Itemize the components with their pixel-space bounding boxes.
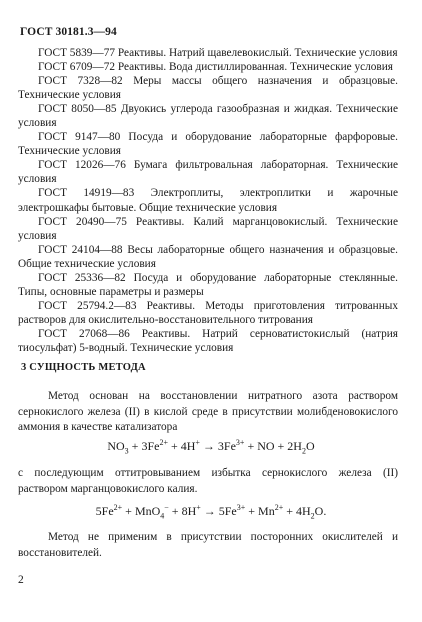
document-header: ГОСТ 30181.3—94 [20, 26, 117, 38]
limitation-paragraph: Метод не применим в присутствии посторонних окислителей и восстановителей. [18, 531, 398, 559]
reference-item: ГОСТ 6709—72 Реактивы. Вода дистиллированная. Технические условия [38, 61, 393, 74]
reaction-formula-2: $5Fe^{2+} + MnO_4^- + 8H^+ \to 5Fe^{3+} + Mn^{2+} + 4H_2O$. [95, 503, 327, 521]
reference-item: ГОСТ 5839—77 Реактивы. Натрий щавелевокислый. Технические условия [38, 47, 398, 59]
reference-item: ГОСТ 25336—82 Посуда и оборудование лабораторные стеклянные. Типы, основные параметры и размеры [18, 271, 398, 298]
page-number: 2 [18, 574, 24, 586]
reaction-formula-1: $NO_3 + 3Fe^{2+} + 4H^+ \to 3Fe^{3+}$ + NO + $2H_2O$ [107, 438, 315, 456]
reference-item: ГОСТ 7328—82 Меры массы общего назначения и образцовые. Технические условия [18, 75, 398, 102]
reference-item: ГОСТ 24104—88 Весы лабораторные общего назначения и образцовые. Общие технические условия [18, 243, 398, 270]
titration-paragraph: с последующим оттитровыванием избытка сернокислого железа (II) раствором марганцовокислого калия. [18, 467, 398, 495]
reference-item: ГОСТ 25794.2—83 Реактивы. Методы приготовления титрованных растворов для окислительно-восстановительного титрования [18, 299, 398, 326]
reference-item: ГОСТ 9147—80 Посуда и оборудование лабораторные фарфоровые. Технические условия [18, 131, 398, 158]
reference-item: ГОСТ 27068—86 Реактивы. Натрий серноватистокислый (натрия тиосульфат) 5-водный. Технические условия [18, 327, 398, 354]
section-heading: 3 СУЩНОСТЬ МЕТОДА [21, 362, 146, 373]
reference-item: ГОСТ 12026—76 Бумага фильтровальная лабораторная. Технические условия [18, 159, 398, 186]
reference-item: ГОСТ 20490—75 Реактивы. Калий марганцовокислый. Технические условия [18, 215, 398, 242]
method-paragraph: Метод основан на восстановлении нитратного азота раствором сернокислого железа (II) в кислой среде в присутствии молибденовокислого аммония в качестве катализатора [18, 390, 398, 433]
reference-item: ГОСТ 8050—85 Двуокись углерода газообразная и жидкая. Технические условия [18, 103, 398, 130]
standards-reference-list [18, 46, 398, 355]
reference-item: ГОСТ 14919—83 Электроплиты, электроплитки и жарочные электрошкафы бытовые. Общие технические условия [18, 187, 398, 214]
